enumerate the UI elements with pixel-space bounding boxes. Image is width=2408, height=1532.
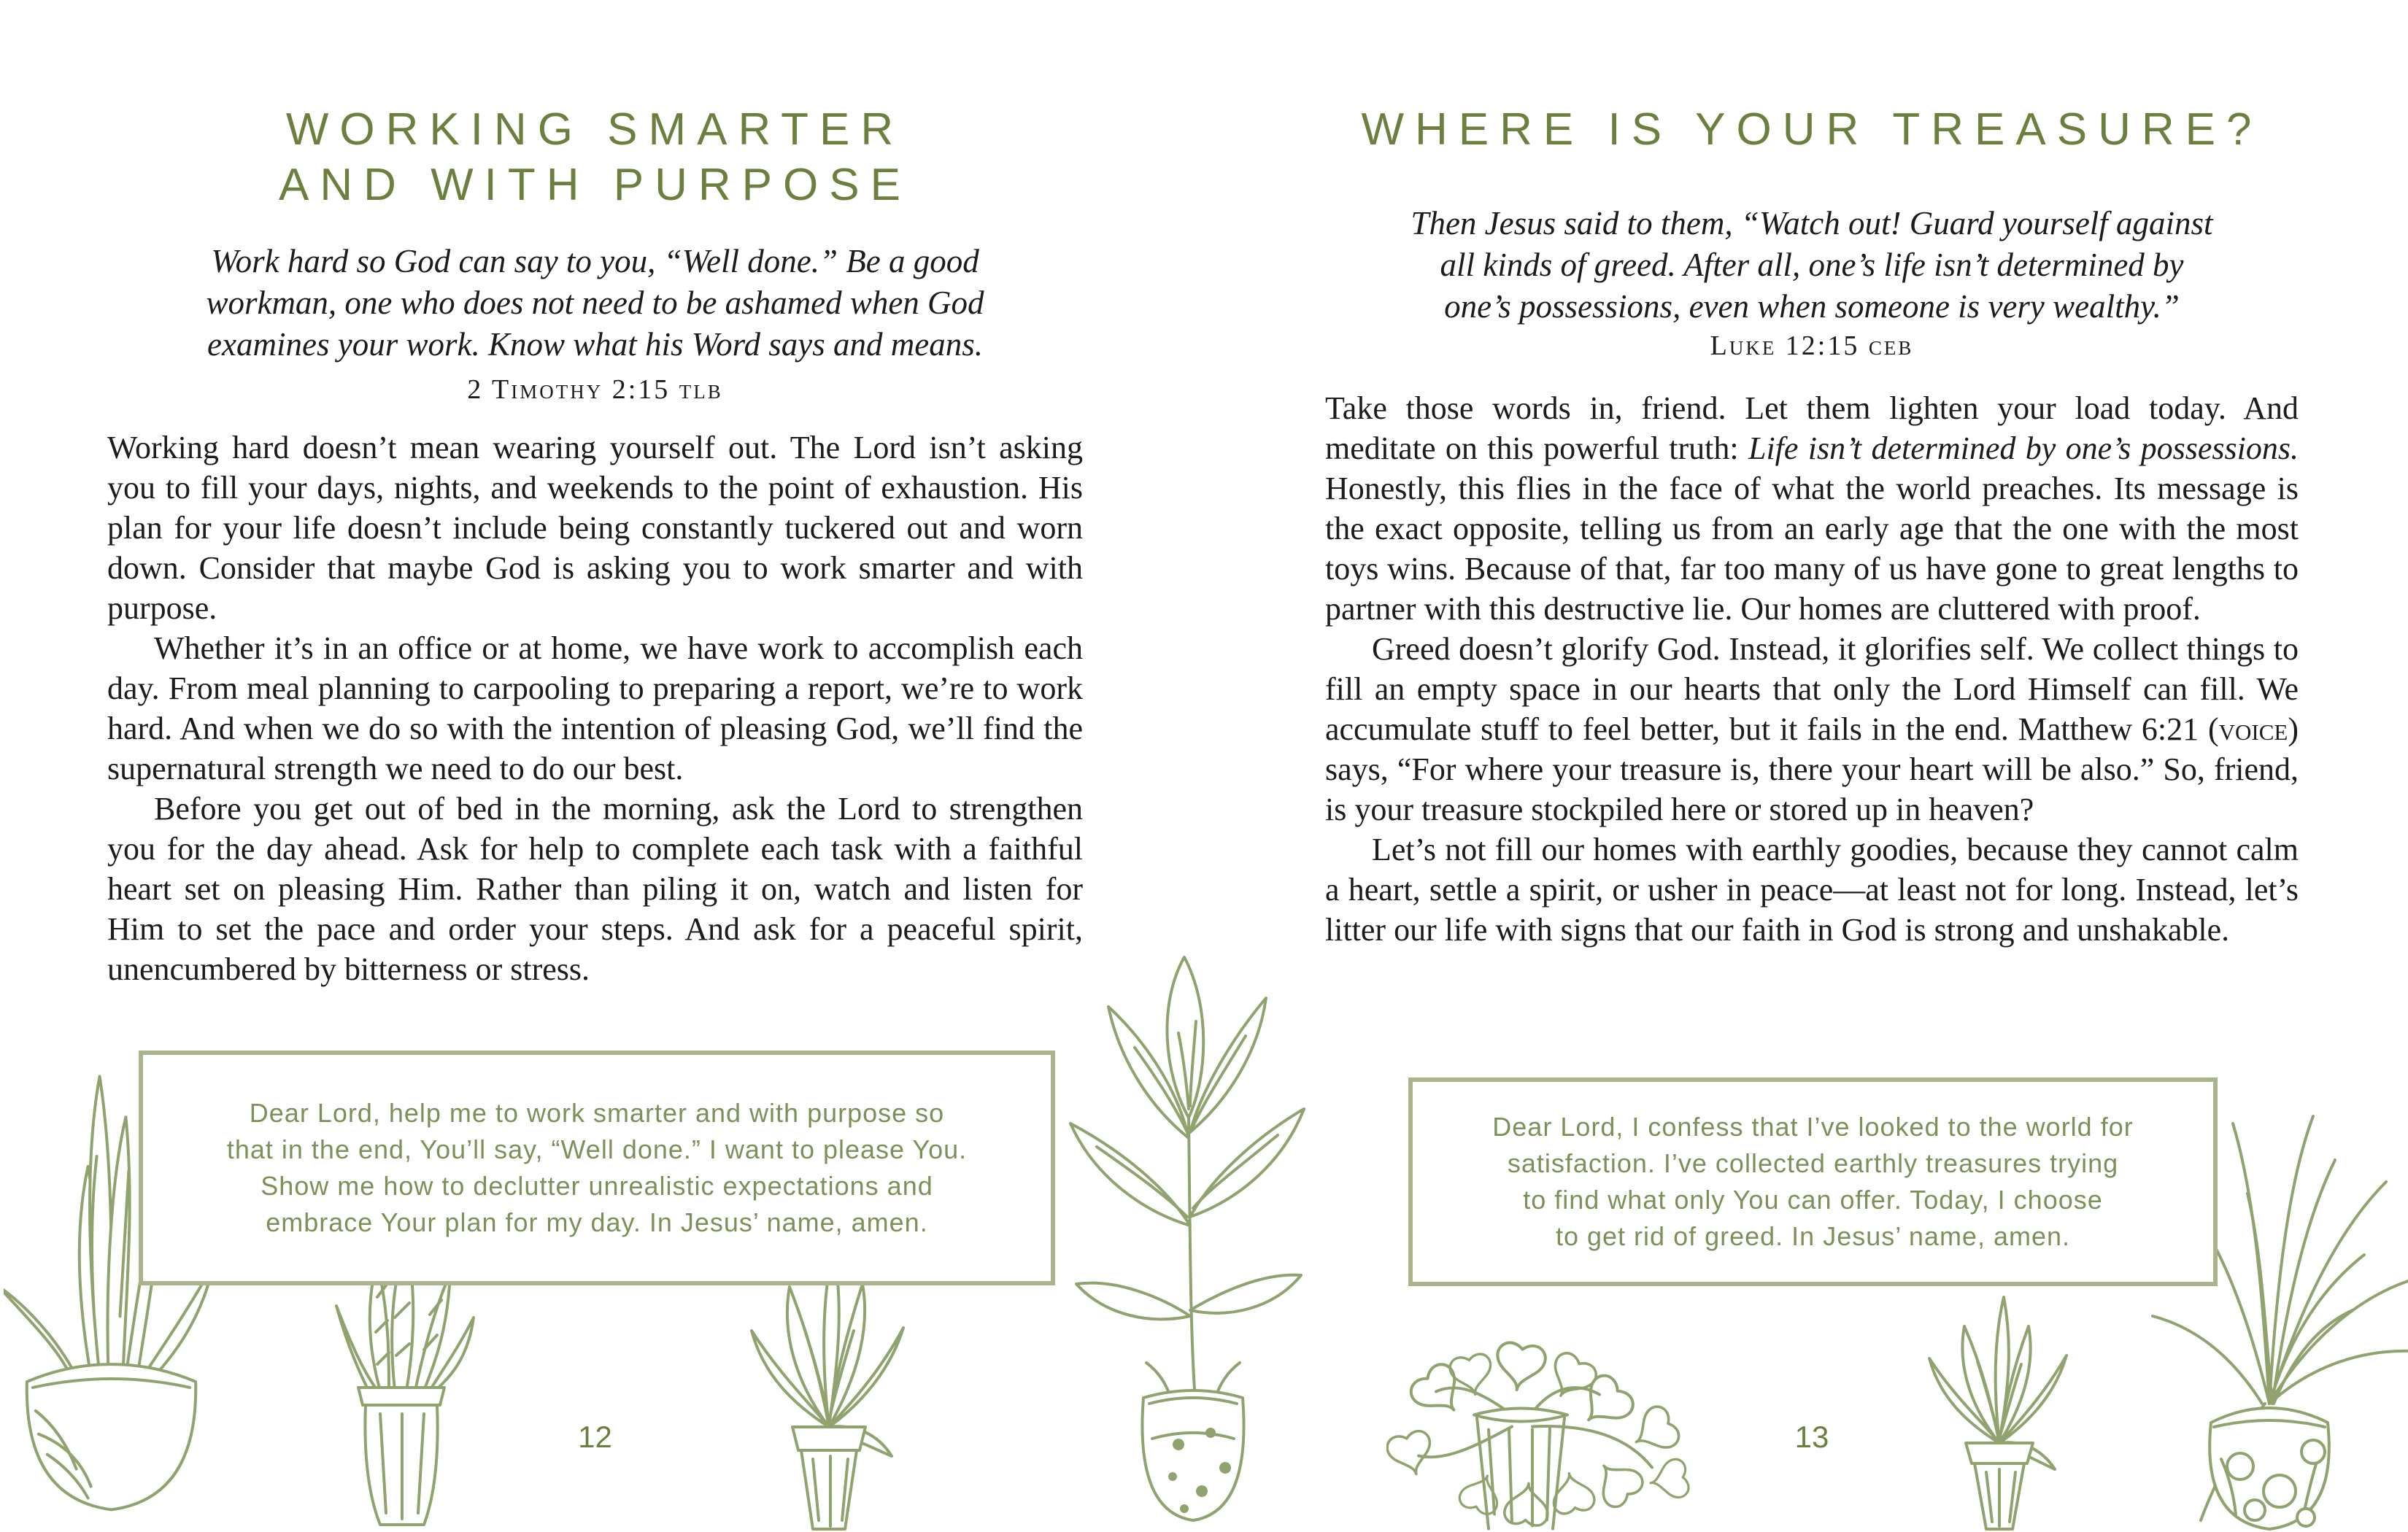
right-prayer-box [1408,1078,2218,1286]
body-paragraph: Before you get out of bed in the morning, ask the Lord to strengthen you for the day ahead. Ask for help to complete each task with a faithful heart set on pleasing Him. Rather than piling it on, watch and listen for Him to set the pace and order your steps. And ask for a peaceful spirit, unencumbered by bitterness or stress. [107,791,1083,987]
left-epigraph: Work hard so God can say to you, “Well done.” Be a good workman, one who does not need to be ashamed when God examines your work. Know what his Word says and means. [206,243,984,363]
right-prayer-text: Dear Lord, I confess that I’ve looked to the world for satisfaction. I’ve collected earthly treasures trying to find what only You can offer. Today, I choose to get rid of greed. In Jesus’ name, amen. [1492,1112,2134,1251]
left-body-text [107,428,1083,989]
left-prayer-box [139,1051,1055,1285]
left-prayer-text: Dear Lord, help me to work smarter and with purpose so that in the end, You’ll say, “Well done.” I want to please You. Show me how to declutter unrealistic expectations and embrace Your plan for my day. In Jesus’ name, amen. [226,1098,968,1237]
body-paragraph: Take those words in, friend. Let them lighten your load today. And meditate on this powerful truth: Life isn’t determined by one’s possessions. Honestly, this flies in the face of what the world preaches. Its message is the exact opposite, telling us from an early age that the one with the most toys wins. Because of that, far too many of us have gone to great lengths to partner with this destructive lie. Our homes are cluttered with proof. [1325,390,2299,627]
body-paragraph: Greed doesn’t glorify God. Instead, it glorifies self. We collect things to fill an empty space in our hearts that only the Lord Himself can fill. We accumulate stuff to feel better, but it fails in the end. Matthew 6:21 (voice) says, “For where your treasure is, there your heart will be also.” So, friend, is your treasure stockpiled here or stored up in heaven? [1325,631,2299,827]
body-paragraph: Whether it’s in an office or at home, we have work to accomplish each day. From meal planning to carpooling to preparing a report, we’re to work hard. And when we do so with the intention of pleasing God, we’ll find the supernatural strength we need to do our best. [107,630,1083,786]
right-epigraph: Then Jesus said to them, “Watch out! Guard yourself against all kinds of greed. After all, one’s life isn’t determined by one’s possessions, even when someone is very wealthy.” [1411,205,2213,325]
body-paragraph: Let’s not fill our homes with earthly goodies, because they cannot calm a heart, settle a spirit, or usher in peace—at least not for long. Instead, let’s litter our life with signs that our faith in God is strong and unshakable. [1325,832,2299,948]
right-scripture-reference: Luke 12:15 ceb [1710,330,1914,361]
left-page-number: 12 [578,1420,612,1454]
left-page-title: WORKING SMARTER AND WITH PURPOSE [279,104,911,210]
right-page-title: WHERE IS YOUR TREASURE? [1361,104,2263,155]
left-scripture-reference: 2 Timothy 2:15 tlb [467,374,723,405]
right-page-number: 13 [1794,1420,1829,1454]
body-paragraph: Working hard doesn’t mean wearing yourself out. The Lord isn’t asking you to fill your days, nights, and weekends to the point of exhaustion. His plan for your life doesn’t include being constantly tuckered out and worn down. Consider that maybe God is asking you to work smarter and with purpose. [107,430,1083,626]
right-body-text [1325,388,2299,950]
peace-lily-illustration [1890,1291,2109,1532]
